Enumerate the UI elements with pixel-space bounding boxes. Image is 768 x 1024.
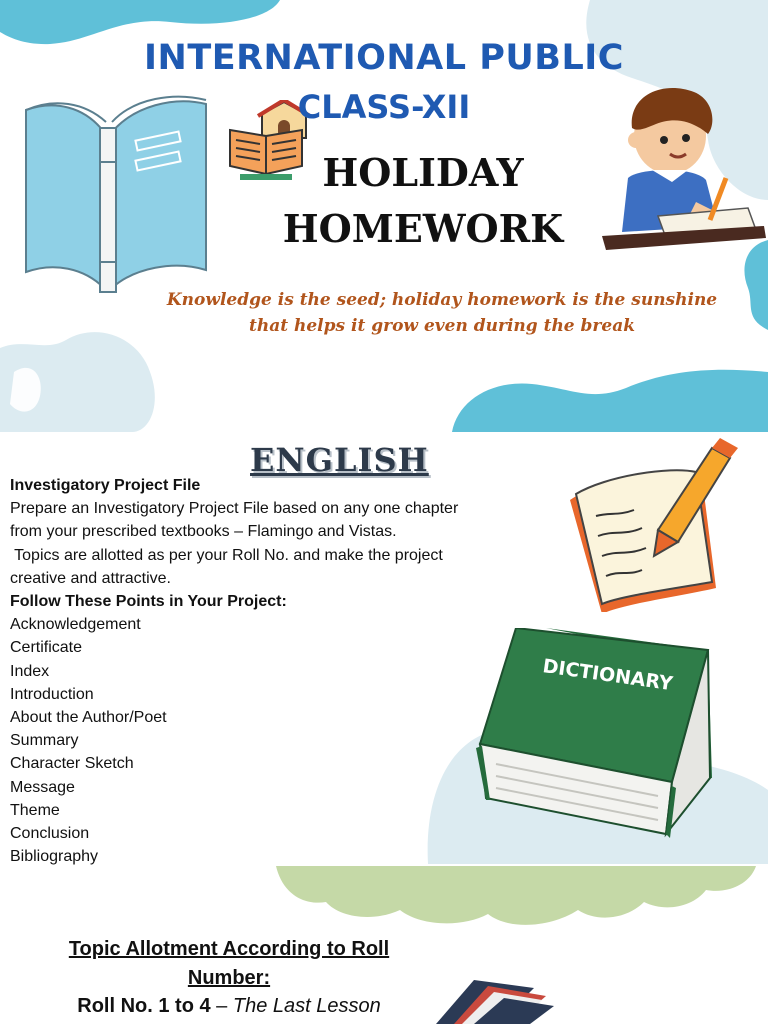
description-line: from your prescribed textbooks – Flamingo and Vistas. <box>10 523 397 541</box>
title-line-1: HOLIDAY <box>322 150 524 195</box>
description-line: creative and attractive. <box>10 569 171 587</box>
class-label: CLASS-XII <box>297 88 471 126</box>
point-item: Message <box>10 778 75 796</box>
point-item: Theme <box>10 801 60 819</box>
title-line-2: HOMEWORK <box>282 206 564 251</box>
roll-allotment-line <box>30 995 428 1018</box>
point-item: Conclusion <box>10 825 90 843</box>
points-list <box>10 613 530 868</box>
point-item: Acknowledgement <box>10 616 141 634</box>
description-line: Prepare an Investigatory Project File based on any one chapter <box>10 500 459 518</box>
school-name: INTERNATIONAL PUBLIC <box>144 38 624 78</box>
quote-line-2: that helps it grow even during the break <box>249 316 635 336</box>
notepad-pen-illustration <box>562 438 742 612</box>
description-line: Topics are allotted as per your Roll No. and make the project <box>10 546 443 564</box>
point-item: Certificate <box>10 639 83 657</box>
topic-heading-line-1: Topic Allotment According to Roll <box>68 938 390 960</box>
stacked-books-illustration <box>434 972 554 1024</box>
roll-range: Roll No. 1 to 4 <box>77 995 211 1017</box>
chapter-name: The Last Lesson <box>232 995 381 1017</box>
point-item: Index <box>10 662 50 680</box>
quote-line-1: Knowledge is the seed; holiday homework is the sunshine <box>166 290 718 310</box>
english-content <box>10 474 530 868</box>
point-item: Bibliography <box>10 848 99 866</box>
topic-heading-line-2: Number: <box>187 967 271 989</box>
english-heading: ENGLISH <box>250 441 429 479</box>
dictionary-label: DICTIONARY <box>541 655 675 696</box>
point-item: Summary <box>10 732 79 750</box>
bottom-right-wave <box>452 370 768 432</box>
point-item: About the Author/Poet <box>10 709 167 727</box>
green-cloud-band <box>276 866 756 925</box>
roll-dash: – <box>210 995 233 1017</box>
point-item: Introduction <box>10 685 94 703</box>
points-heading: Follow These Points in Your Project: <box>10 593 287 611</box>
point-item: Character Sketch <box>10 755 134 773</box>
project-title: Investigatory Project File <box>10 477 201 494</box>
